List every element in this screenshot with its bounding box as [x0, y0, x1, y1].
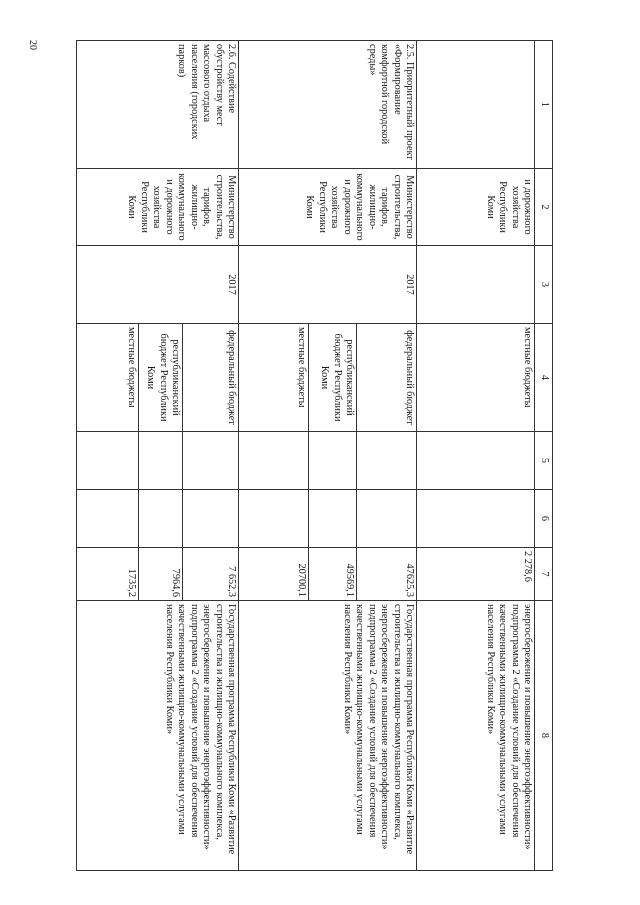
cell-5 — [357, 432, 417, 490]
cell-year: 2017 — [77, 246, 239, 324]
cell-6 — [417, 490, 535, 548]
cell-source: местные бюджеты — [77, 324, 139, 432]
col-header-5: 5 — [535, 432, 553, 490]
cell-name: 2.6. Содействие обустройству мест массового отдыха населения (городских парков) — [77, 41, 239, 169]
cell-source: республиканский бюджет Республики Коми — [139, 324, 183, 432]
cell-5 — [139, 432, 183, 490]
page-number: 20 — [27, 40, 38, 50]
program-table — [76, 40, 553, 871]
cell-name — [417, 41, 535, 169]
cell-source: местные бюджеты — [239, 324, 309, 432]
cell-6 — [139, 490, 183, 548]
cell-amount: 20700,1 — [239, 548, 309, 601]
col-header-2: 2 — [535, 169, 553, 246]
cell-6 — [309, 490, 357, 548]
cell-source: федеральный бюджет — [183, 324, 239, 432]
col-header-3: 3 — [535, 246, 553, 324]
cell-5 — [239, 432, 309, 490]
cell-executor: и дорожного хозяйства Республики Коми — [417, 169, 535, 246]
cell-6 — [239, 490, 309, 548]
cell-6 — [357, 490, 417, 548]
cell-source: федеральный бюджет — [357, 324, 417, 432]
col-header-1: 1 — [535, 41, 553, 169]
col-header-6: 6 — [535, 490, 553, 548]
cell-name: 2.5. Приоритетный проект «Формирование комфортной городской среды» — [239, 41, 417, 169]
col-header-7: 7 — [535, 548, 553, 601]
header-row — [535, 41, 553, 871]
col-header-4: 4 — [535, 324, 553, 432]
cell-program: Государственная программа Республики Коми «Развитие строительства и жилищно-коммунального комплекса, энергосбережение и повышение энергоэффективности» подпрограмма 2 «Создание условий для обеспечения качественными жилищно-коммунальными услугами населения Республики Коми» — [77, 601, 239, 871]
cell-program: энергосбережение и повышение энергоэффективности» подпрограмма 2 «Создание условий для обеспечения качественными жилищно-коммунальными услугами населения Республики Коми» — [417, 601, 535, 871]
cell-6 — [183, 490, 239, 548]
cell-amount: 1735,2 — [77, 548, 139, 601]
cell-executor: Министерство строительства, тарифов, жилищно-коммунального и дорожного хозяйства Республики Коми — [77, 169, 239, 246]
rotated-table-wrapper — [83, 40, 553, 870]
cell-source: республиканский бюджет Республики Коми — [309, 324, 357, 432]
cell-year — [417, 246, 535, 324]
cell-5 — [309, 432, 357, 490]
table-row — [357, 41, 417, 871]
cell-amount: 2 278,6 — [417, 548, 535, 601]
table-row — [183, 41, 239, 871]
cell-year: 2017 — [239, 246, 417, 324]
cell-6 — [77, 490, 139, 548]
col-header-8: 8 — [535, 601, 553, 871]
cell-amount: 49569,1 — [309, 548, 357, 601]
cell-5 — [417, 432, 535, 490]
cell-5 — [183, 432, 239, 490]
cell-source: местные бюджеты — [417, 324, 535, 432]
cell-amount: 7 652,3 — [183, 548, 239, 601]
table-row — [417, 41, 535, 871]
cell-amount: 7964,6 — [139, 548, 183, 601]
cell-5 — [77, 432, 139, 490]
cell-program: Государственная программа Республики Коми «Развитие строительства и жилищно-коммунального комплекса, энергосбережение и повышение энергоэффективности» подпрограмма 2 «Создание условий для обеспечения качественными жилищно-коммунальными услугами населения Республики Коми» — [239, 601, 417, 871]
cell-amount: 47625,3 — [357, 548, 417, 601]
cell-executor: Министерство строительства, тарифов, жилищно-коммунального и дорожного хозяйства Республики Коми — [239, 169, 417, 246]
